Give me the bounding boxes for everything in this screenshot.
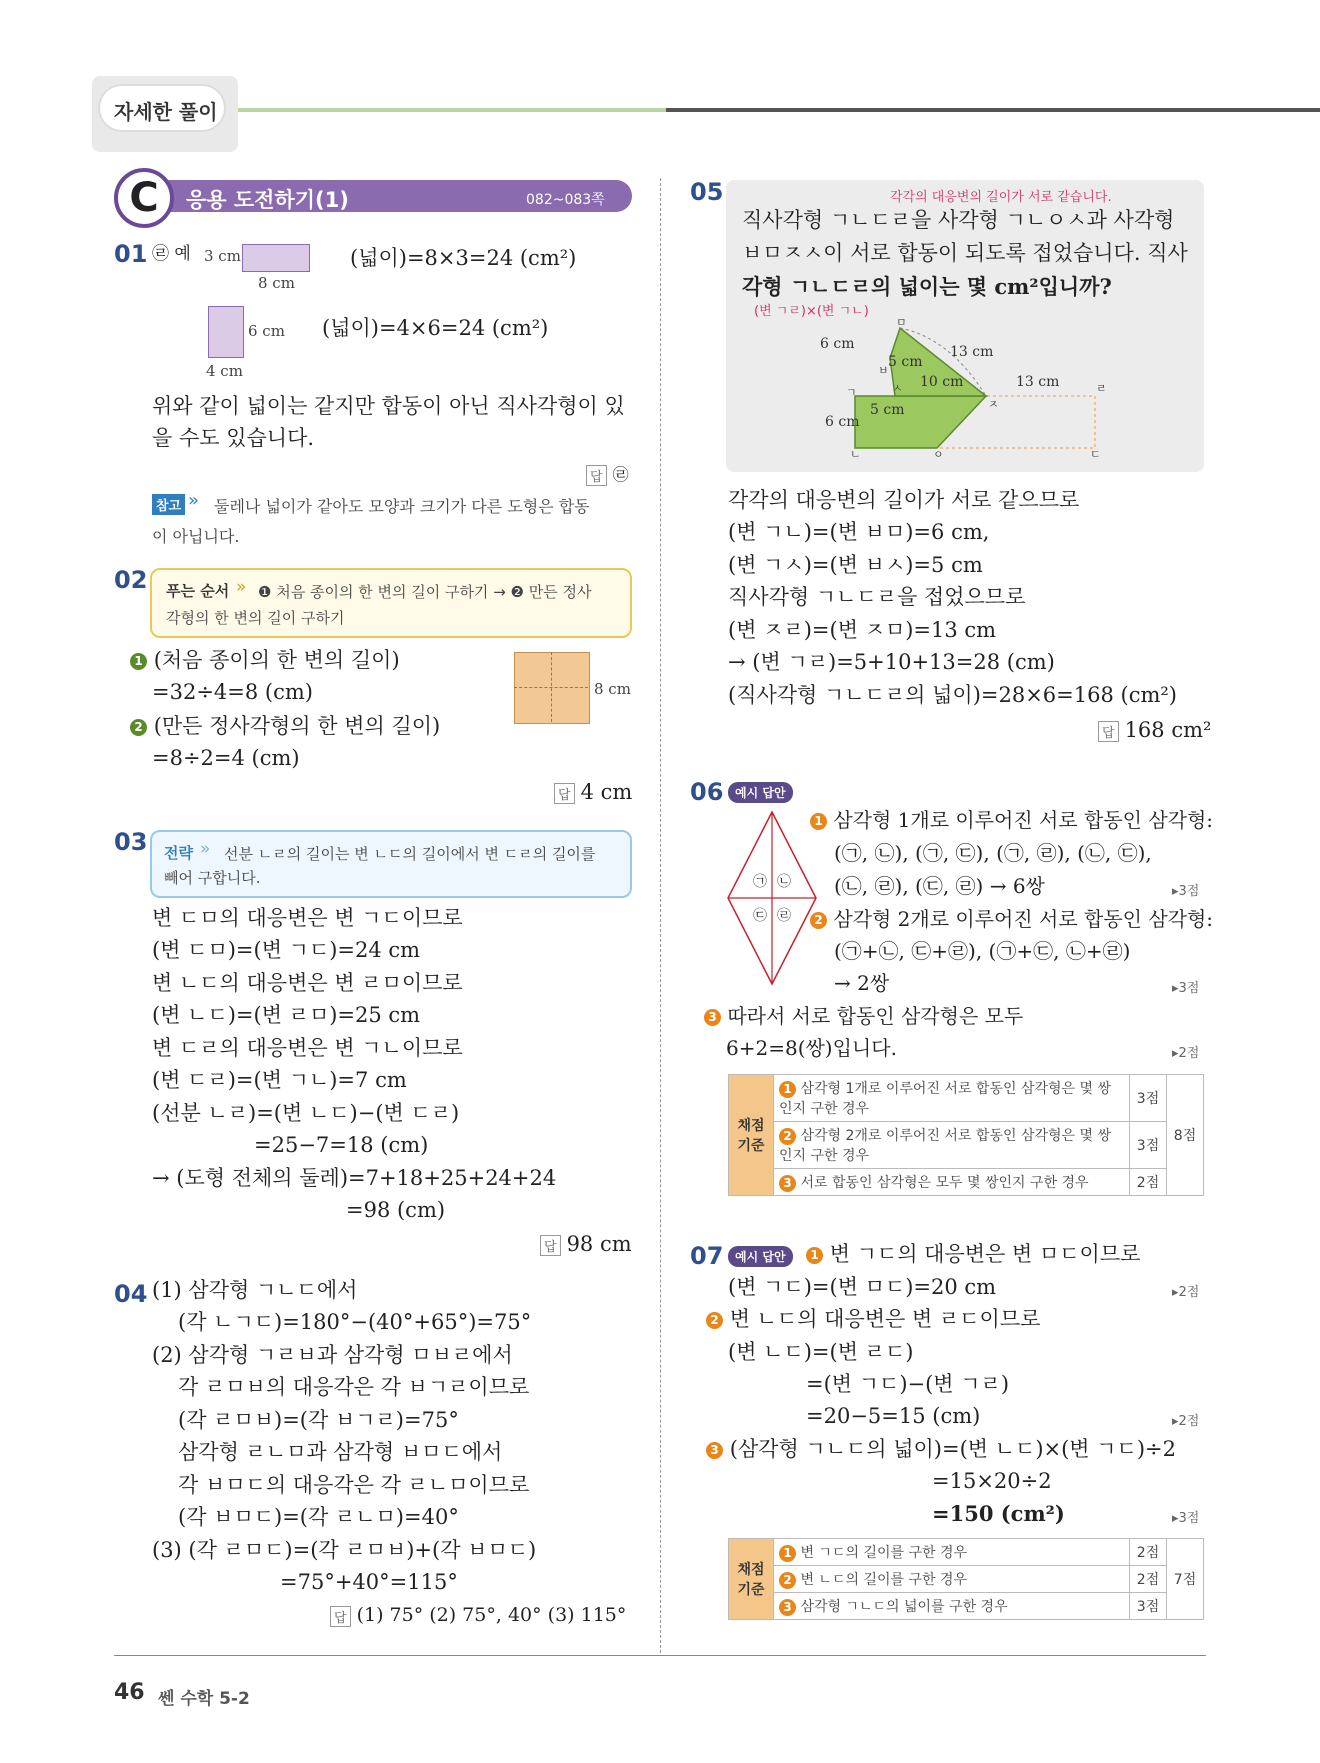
- solution-line: (변 ㅈㄹ)=(변 ㅈㅁ)=13 cm: [728, 618, 997, 642]
- scoring-points: 3점: [1130, 1075, 1167, 1122]
- order-label: 푸는 순서: [166, 582, 230, 600]
- scoring-table: [728, 1538, 1204, 1620]
- step-number-icon: 2: [130, 719, 147, 736]
- figure-vertex: ㅈ: [988, 398, 999, 411]
- order-text: ❶ 처음 종이의 한 변의 길이 구하기 → ❷ 만든 정사: [258, 583, 592, 601]
- solution-line: (변 ㄷㅁ)=(변 ㄱㄷ)=24 cm: [152, 938, 421, 962]
- answer: 답 ㉣: [586, 462, 629, 486]
- step-number-icon: 2: [706, 1312, 723, 1329]
- solution-line: 각각의 대응변의 길이가 서로 같으므로: [728, 488, 1080, 512]
- step-number-icon: 3: [706, 1442, 723, 1459]
- answer: 답 98 cm: [540, 1232, 632, 1256]
- figure-vertex: ㅇ: [933, 448, 944, 458]
- solution-line: 각 ㄹㅁㅂ의 대응각은 각 ㅂㄱㄹ이므로: [178, 1375, 530, 1399]
- step-line: =15×20÷2: [932, 1469, 1052, 1493]
- solution-line: =75°+40°=115°: [280, 1570, 458, 1594]
- step-number-icon: 1: [130, 653, 147, 670]
- scoring-criterion: 1 삼각형 1개로 이루어진 서로 합동인 삼각형은 몇 쌍인지 구한 경우: [774, 1075, 1130, 1122]
- scoring-criterion: 2 삼각형 2개로 이루어진 서로 합동인 삼각형은 몇 쌍인지 구한 경우: [774, 1122, 1130, 1169]
- step-number-icon: 2: [810, 912, 827, 929]
- points-label: ▸2점: [1172, 1046, 1200, 1061]
- problem-number: 04: [114, 1280, 148, 1308]
- figure-label: ㉢: [753, 908, 767, 924]
- solution-line: (변 ㄷㄹ)=(변 ㄱㄴ)=7 cm: [152, 1068, 407, 1092]
- text-line: 위와 같이 넓이는 같지만 합동이 아닌 직사각형이 있: [152, 394, 625, 418]
- logo-text: 자세한 풀이: [114, 100, 218, 124]
- figure-label: ㉠: [753, 874, 767, 890]
- solution-line: (각 ㄴㄱㄷ)=180°−(40°+65°)=75°: [178, 1310, 532, 1334]
- note-arrow-icon: »: [188, 490, 200, 511]
- question-line: 직사각형 ㄱㄴㄷㄹ을 사각형 ㄱㄴㅇㅅ과 사각형: [742, 208, 1175, 232]
- figure-label: 13 cm: [950, 344, 994, 360]
- points-label: ▸3점: [1172, 1511, 1200, 1526]
- figure-vertex: ㄷ: [1090, 448, 1101, 458]
- step-line: =8÷2=4 (cm): [152, 746, 300, 770]
- step-line: =32÷4=8 (cm): [152, 680, 313, 704]
- solution-line: → (도형 전체의 둘레)=7+18+25+24+24: [152, 1166, 557, 1190]
- solution-line: =25−7=18 (cm): [254, 1133, 429, 1157]
- step-line: (㉠+㉡, ㉢+㉣), (㉠+㉢, ㉡+㉣): [834, 939, 1131, 963]
- answer: 답 (1) 75° (2) 75°, 40° (3) 115°: [330, 1604, 626, 1627]
- step-line: 6+2=8(쌍)입니다.: [726, 1036, 897, 1060]
- rectangle-shape: [208, 306, 244, 358]
- section-title: 응용 도전하기(1): [186, 188, 349, 212]
- step: 1 삼각형 1개로 이루어진 서로 합동인 삼각형:: [810, 810, 1213, 830]
- solution-line: (변 ㄱㅅ)=(변 ㅂㅅ)=5 cm: [728, 553, 983, 577]
- points-label: ▸3점: [1172, 884, 1200, 899]
- scoring-criterion: 3 서로 합동인 삼각형은 모두 몇 쌍인지 구한 경우: [774, 1169, 1130, 1196]
- strategy-text: 빼어 구합니다.: [164, 869, 261, 887]
- solution-line: 변 ㄷㄹ의 대응변은 변 ㄱㄴ이므로: [152, 1036, 463, 1060]
- solution-line: (직사각형 ㄱㄴㄷㄹ의 넓이)=28×6=168 (cm²): [728, 683, 1177, 707]
- book-title: 쎈 수학 5-2: [158, 1689, 250, 1709]
- scoring-label: 채점 기준: [729, 1539, 774, 1620]
- header-rule-light: [238, 108, 666, 112]
- points-label: ▸2점: [1172, 1414, 1200, 1429]
- answer-icon: 답: [330, 1606, 351, 1627]
- problem-number: 02: [114, 566, 148, 594]
- solution-line: (1) 삼각형 ㄱㄴㄷ에서: [152, 1278, 358, 1302]
- figure-vertex: ㄱ: [846, 386, 857, 399]
- figure-label: 6 cm: [825, 414, 860, 430]
- solution-line: (3) (각 ㄹㅁㄷ)=(각 ㄹㅁㅂ)+(각 ㅂㅁㄷ): [152, 1538, 537, 1562]
- square-paper-figure: [514, 652, 590, 724]
- answer-icon: 답: [554, 783, 575, 804]
- figure-label: ㉣: [777, 908, 791, 924]
- column-divider: [660, 178, 661, 1653]
- figure-label: 10 cm: [920, 374, 964, 390]
- problem-number: 01: [114, 240, 148, 268]
- solution-line: =98 (cm): [346, 1198, 446, 1222]
- scoring-points: 2점: [1130, 1566, 1167, 1593]
- points-label: ▸2점: [1172, 1285, 1200, 1300]
- step-number-icon: 3: [704, 1009, 721, 1026]
- figure-label: 5 cm: [888, 354, 923, 370]
- step-line: (㉠, ㉡), (㉠, ㉢), (㉠, ㉣), (㉡, ㉢),: [834, 841, 1152, 865]
- page-number: 46: [114, 1680, 145, 1705]
- answer-icon: 답: [540, 1235, 561, 1256]
- dimension-label: 8 cm: [594, 680, 631, 698]
- dimension-label: 6 cm: [248, 322, 285, 340]
- problem-number: 07: [690, 1242, 724, 1270]
- strategy-text: 선분 ㄴㄹ의 길이는 변 ㄴㄷ의 길이에서 변 ㄷㄹ의 길이를: [224, 845, 596, 863]
- scoring-criterion: 3 삼각형 ㄱㄴㄷ의 넓이를 구한 경우: [774, 1593, 1130, 1620]
- strategy-label: 전략: [164, 844, 193, 862]
- step: 2 삼각형 2개로 이루어진 서로 합동인 삼각형:: [810, 909, 1213, 929]
- scoring-criterion: 1 변 ㄱㄷ의 길이를 구한 경우: [774, 1539, 1130, 1566]
- folded-rectangle-figure: [820, 318, 1120, 458]
- strategy-arrow-icon: »: [200, 839, 211, 859]
- diamond-figure: [726, 810, 818, 986]
- step: 2 변 ㄴㄷ의 대응변은 변 ㄹㄷ이므로: [706, 1309, 1040, 1330]
- order-arrow-icon: »: [236, 577, 247, 597]
- answer: 답 4 cm: [554, 780, 632, 804]
- solution-line: 변 ㄷㅁ의 대응변은 변 ㄱㄷ이므로: [152, 906, 463, 930]
- solution-line: 변 ㄴㄷ의 대응변은 변 ㄹㅁ이므로: [152, 971, 463, 995]
- header-rule-dark: [666, 108, 1320, 112]
- problem-number: 05: [690, 178, 724, 206]
- step-line: (변 ㄱㄷ)=(변 ㅁㄷ)=20 cm: [728, 1275, 997, 1299]
- scoring-criterion: 2 변 ㄴㄷ의 길이를 구한 경우: [774, 1566, 1130, 1593]
- figure-label: 13 cm: [1016, 374, 1060, 390]
- area-equation: (넓이)=8×3=24 (cm²): [350, 246, 577, 270]
- scoring-total: 7점: [1167, 1539, 1204, 1620]
- example-answer-badge: 예시 답안: [728, 1246, 793, 1267]
- solution-line: (변 ㄴㄷ)=(변 ㄹㅁ)=25 cm: [152, 1003, 421, 1027]
- fold-line: [514, 687, 588, 688]
- note-text: 이 아닙니다.: [152, 527, 240, 546]
- scoring-points: 3점: [1130, 1122, 1167, 1169]
- solution-line: 직사각형 ㄱㄴㄷㄹ을 접었으므로: [728, 585, 1026, 609]
- step-line: =20−5=15 (cm): [806, 1404, 981, 1428]
- step: 2 (만든 정사각형의 한 변의 길이): [130, 716, 440, 737]
- text-line: 을 수도 있습니다.: [152, 426, 315, 450]
- solution-line: 삼각형 ㄹㄴㅁ과 삼각형 ㅂㅁㄷ에서: [178, 1440, 503, 1464]
- step-number-icon: 1: [810, 813, 827, 830]
- step-line: → 2쌍: [834, 971, 890, 995]
- note-text: 둘레나 넓이가 같아도 모양과 크기가 다른 도형은 합동: [214, 497, 590, 516]
- problem-number: 06: [690, 778, 724, 806]
- figure-label: 6 cm: [820, 336, 855, 352]
- step: 1 (처음 종이의 한 변의 길이): [130, 650, 400, 671]
- figure-vertex: ㅂ: [878, 364, 889, 377]
- step-line: =(변 ㄱㄷ)−(변 ㄱㄹ): [806, 1372, 1010, 1396]
- step-line: (변 ㄴㄷ)=(변 ㄹㄷ): [728, 1340, 914, 1364]
- scoring-label: 채점 기준: [729, 1075, 774, 1196]
- section-pages: 082~083쪽: [526, 192, 605, 208]
- scoring-table: [728, 1074, 1204, 1196]
- solution-line: (각 ㄹㅁㅂ)=(각 ㅂㄱㄹ)=75°: [178, 1408, 459, 1432]
- solution-line: 각 ㅂㅁㄷ의 대응각은 각 ㄹㄴㅁ이므로: [178, 1473, 530, 1497]
- solution-line: → (변 ㄱㄹ)=5+10+13=28 (cm): [728, 650, 1055, 674]
- solution-line: (선분 ㄴㄹ)=(변 ㄴㄷ)−(변 ㄷㄹ): [152, 1101, 460, 1125]
- dimension-label: 4 cm: [206, 362, 243, 380]
- figure-label: ㉡: [777, 874, 791, 890]
- solution-line: (변 ㄱㄴ)=(변 ㅂㅁ)=6 cm,: [728, 520, 990, 544]
- figure-vertex: ㄹ: [1096, 382, 1107, 395]
- section-letter: C: [114, 168, 174, 228]
- answer-icon: 답: [586, 465, 607, 486]
- annotation-note: 각각의 대응변의 길이가 서로 같습니다.: [890, 190, 1112, 205]
- dimension-label: 3 cm: [204, 247, 241, 265]
- figure-vertex: ㅁ: [896, 318, 907, 329]
- step: 3 (삼각형 ㄱㄴㄷ의 넓이)=(변 ㄴㄷ)×(변 ㄱㄷ)÷2: [706, 1439, 1176, 1460]
- scoring-points: 2점: [1130, 1539, 1167, 1566]
- scoring-points: 2점: [1130, 1169, 1167, 1196]
- step-line: (㉡, ㉣), (㉢, ㉣) → 6쌍: [834, 874, 1045, 898]
- figure-label: 5 cm: [870, 402, 905, 418]
- choice-label: ㉣ 예: [152, 244, 191, 264]
- step-line: =150 (cm²): [932, 1501, 1065, 1526]
- problem-number: 03: [114, 828, 148, 856]
- answer-icon: 답: [1098, 721, 1119, 742]
- step: 1 변 ㄱㄷ의 대응변은 변 ㅁㄷ이므로: [806, 1244, 1140, 1265]
- answer: 답 168 cm²: [1098, 718, 1211, 742]
- rectangle-shape: [242, 244, 310, 272]
- points-label: ▸3점: [1172, 981, 1200, 996]
- step-number-icon: 1: [806, 1247, 823, 1264]
- question-line: ㅂㅁㅈㅅ이 서로 합동이 되도록 접었습니다. 직사: [742, 241, 1188, 265]
- order-text: 각형의 한 변의 길이 구하기: [166, 609, 345, 627]
- note-badge: 참고: [152, 494, 185, 515]
- scoring-total: 8점: [1167, 1075, 1204, 1196]
- dimension-label: 8 cm: [258, 274, 295, 292]
- figure-vertex: ㄴ: [850, 448, 861, 458]
- area-equation: (넓이)=4×6=24 (cm²): [322, 316, 549, 340]
- footer-rule: [114, 1655, 1206, 1656]
- figure-vertex: ㅅ: [892, 382, 903, 395]
- step: 3 따라서 서로 합동인 삼각형은 모두: [704, 1006, 1023, 1026]
- example-answer-badge: 예시 답안: [728, 782, 793, 803]
- solution-line: (각 ㅂㅁㄷ)=(각 ㄹㄴㅁ)=40°: [178, 1505, 459, 1529]
- annotation-note: (변 ㄱㄹ)×(변 ㄱㄴ): [754, 304, 869, 319]
- scoring-points: 3점: [1130, 1593, 1167, 1620]
- question-line: 각형 ㄱㄴㄷㄹ의 넓이는 몇 cm²입니까?: [742, 274, 1112, 299]
- solution-line: (2) 삼각형 ㄱㄹㅂ과 삼각형 ㅁㅂㄹ에서: [152, 1343, 513, 1367]
